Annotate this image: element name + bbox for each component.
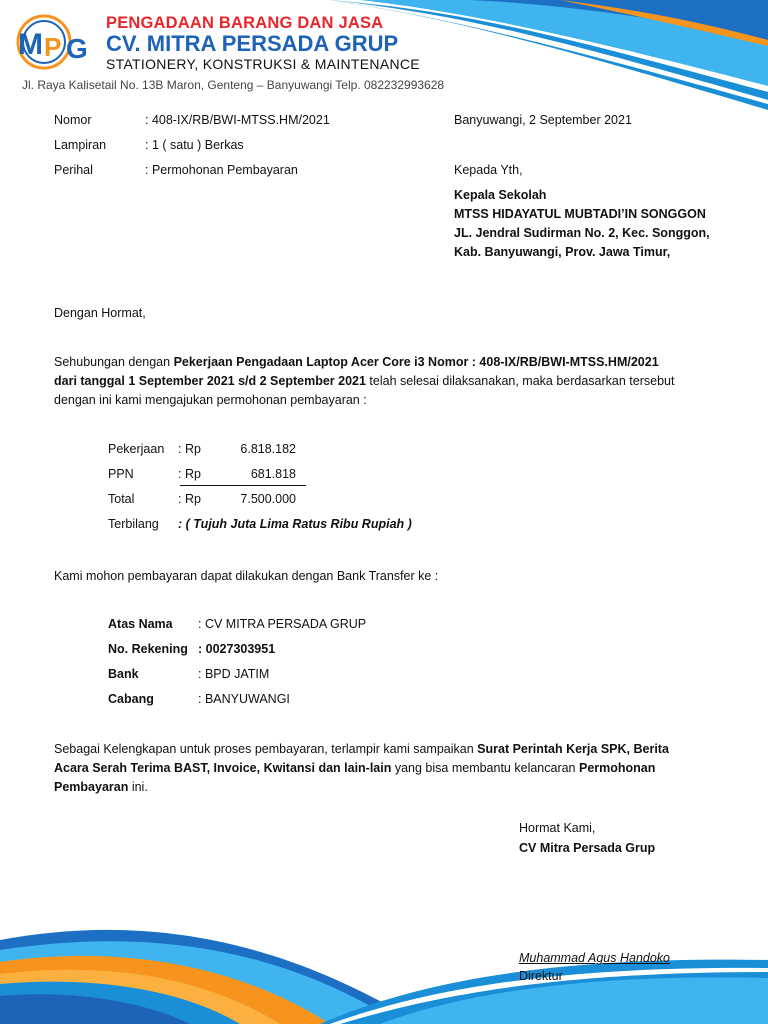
total-value: 7.500.000 <box>240 492 296 506</box>
tagline-text: PENGADAAN BARANG DAN JASA <box>106 14 384 32</box>
nomor-value: : 408-IX/RB/BWI-MTSS.HM/2021 <box>145 113 330 127</box>
svg-text:P: P <box>44 32 62 62</box>
p2-text-g: ini. <box>128 780 148 794</box>
bank-value: : BPD JATIM <box>198 667 270 681</box>
recipient-line3: JL. Jendral Sudirman No. 2, Kec. Songgon, <box>454 226 710 240</box>
paragraph-attachments <box>54 740 724 797</box>
p2-text-c: Acara Serah Terima BAST, Invoice, Kwitansi dan lain-lain <box>54 761 392 775</box>
p1-text-c: dari tanggal 1 September 2021 s/d 2 September 2021 <box>54 374 366 388</box>
lampiran-label: Lampiran <box>54 138 107 152</box>
ppn-currency: : Rp <box>178 467 201 481</box>
recipient-line2: MTSS HIDAYATUL MUBTADI’IN SONGGON <box>454 207 706 221</box>
closing-regards: Hormat Kami, <box>519 821 596 835</box>
transfer-intro: Kami mohon pembayaran dapat dilakukan dengan Bank Transfer ke : <box>54 569 439 583</box>
company-logo <box>14 12 98 72</box>
closing-company: CV Mitra Persada Grup <box>519 841 656 855</box>
atas-nama-value: : CV MITRA PERSADA GRUP <box>198 617 367 631</box>
company-address: Jl. Raya Kalisetail No. 13B Maron, Genteng – Banyuwangi Telp. 082232993628 <box>22 78 445 92</box>
p2-text-d: yang bisa membantu kelancaran <box>391 761 579 775</box>
recipient-line4: Kab. Banyuwangi, Prov. Jawa Timur, <box>454 245 671 259</box>
terbilang-label: Terbilang <box>108 517 159 531</box>
rekening-label: No. Rekening <box>108 642 188 656</box>
perihal-label: Perihal <box>54 163 93 177</box>
salutation: Dengan Hormat, <box>54 306 146 320</box>
ppn-value: 681.818 <box>250 467 296 481</box>
p1-text-a: Sehubungan dengan <box>54 355 174 369</box>
pekerjaan-currency: : Rp <box>178 442 201 456</box>
paragraph-intro <box>54 353 724 410</box>
rekening-value: : 0027303951 <box>198 642 276 656</box>
nomor-label: Nomor <box>54 113 92 127</box>
ppn-label: PPN <box>108 467 134 481</box>
signer-name: Muhammad Agus Handoko <box>519 951 671 965</box>
subtotal-divider <box>180 485 306 486</box>
p2-text-e: Permohonan <box>579 761 656 775</box>
svg-text:G: G <box>66 33 88 64</box>
place-date: Banyuwangi, 2 September 2021 <box>454 113 632 127</box>
total-currency: : Rp <box>178 492 201 506</box>
company-name: CV. MITRA PERSADA GRUP <box>106 31 399 56</box>
lampiran-value: : 1 ( satu ) Berkas <box>145 138 244 152</box>
p1-text-d: telah selesai dilaksanakan, maka berdasarkan tersebut <box>365 374 675 388</box>
company-services: STATIONERY, KONSTRUKSI & MAINTENANCE <box>106 56 420 72</box>
signer-title: Direktur <box>519 969 563 983</box>
p1-text-e: dengan ini kami mengajukan permohonan pembayaran : <box>54 393 367 407</box>
cabang-value: : BANYUWANGI <box>198 692 290 706</box>
svg-text:M: M <box>18 28 43 61</box>
p2-text-a: Sebagai Kelengkapan untuk proses pembayaran, terlampir kami sampaikan <box>54 742 478 756</box>
atas-nama-label: Atas Nama <box>108 617 173 631</box>
p1-text-b: Pekerjaan Pengadaan Laptop Acer Core i3 Nomor : 408-IX/RB/BWI-MTSS.HM/2021 <box>173 355 659 369</box>
terbilang-value: : ( Tujuh Juta Lima Ratus Ribu Rupiah ) <box>178 517 412 531</box>
total-label: Total <box>108 492 135 506</box>
bank-label: Bank <box>108 667 139 681</box>
pekerjaan-value: 6.818.182 <box>240 442 296 456</box>
p2-text-b: Surat Perintah Kerja SPK, Berita <box>477 742 669 756</box>
recipient-greeting: Kepada Yth, <box>454 163 523 177</box>
p2-text-f: Pembayaran <box>54 780 129 794</box>
pekerjaan-label: Pekerjaan <box>108 442 165 456</box>
perihal-value: : Permohonan Pembayaran <box>145 163 298 177</box>
recipient-line1: Kepala Sekolah <box>454 188 547 202</box>
cabang-label: Cabang <box>108 692 154 706</box>
